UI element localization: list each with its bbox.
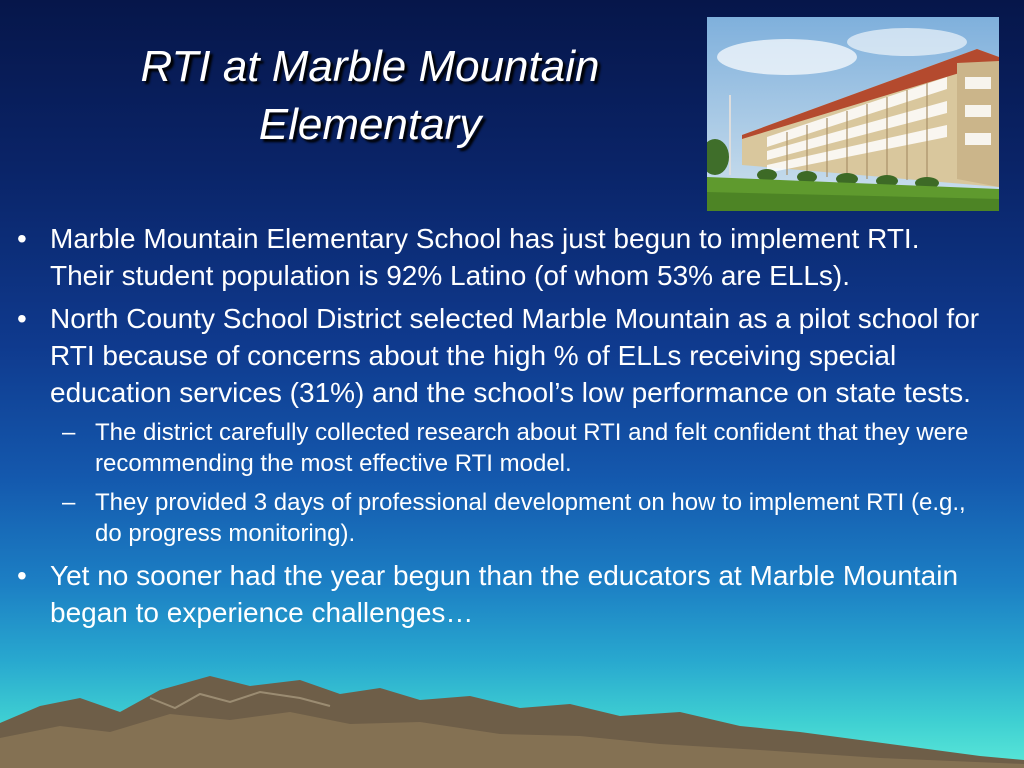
bullet-item [0, 557, 1024, 631]
sub-bullet-marker: – [62, 419, 76, 446]
bullet-text: Marble Mountain Elementary School has just begun to implement RTI. Their student population is 92% Latino (of whom 53% are ELLs). [50, 223, 920, 291]
bullet-list [0, 220, 1024, 637]
mountain-backdrop [0, 628, 1024, 768]
bullet-marker: • [17, 560, 27, 591]
bullet-marker: • [17, 223, 27, 254]
sub-bullet-item [0, 487, 1024, 549]
bullet-text: North County School District selected Marble Mountain as a pilot school for RTI because of concerns about the high % of ELLs receiving special education services (31%) and the school’s low performance on state tests. [50, 303, 980, 408]
sub-bullet-text: The district carefully collected research about RTI and felt confident that they were recommending the most effective RTI model. [95, 419, 969, 477]
sub-bullet-marker: – [62, 489, 76, 516]
sub-bullet-text: They provided 3 days of professional development on how to implement RTI (e.g., do progress monitoring). [95, 489, 966, 547]
slide-title: RTI at Marble Mountain Elementary [140, 42, 600, 149]
bullet-item [0, 220, 1024, 294]
bullet-item [0, 300, 1024, 411]
school-building-photo [707, 17, 999, 211]
bullet-text: Yet no sooner had the year begun than the educators at Marble Mountain began to experience challenges… [50, 560, 959, 628]
bullet-marker: • [17, 303, 27, 334]
sub-bullet-item [0, 417, 1024, 479]
